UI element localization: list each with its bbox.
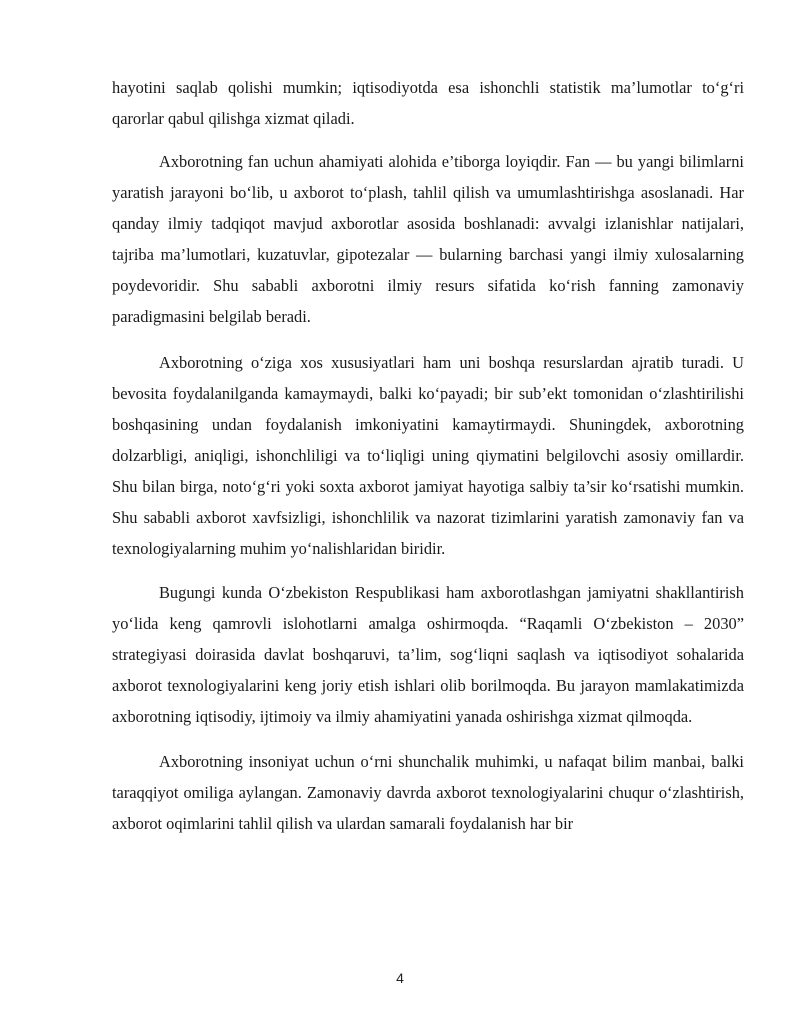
page-body [112,72,744,839]
paragraph-humanity-role: Axborotning insoniyat uchun o‘rni shunchalik muhimki, u nafaqat bilim manbai, balki taraqqiyot omiliga aylangan. Zamonaviy davrda axborot texnologiyalarini chuqur o‘zlashtirish, axborot oqimlarini tahlil qilish va ulardan samarali foydalanish har bir [112,752,744,833]
paragraph-science-importance: Axborotning fan uchun ahamiyati alohida e’tiborga loyiqdir. Fan — bu yangi bilimlarni yaratish jarayoni bo‘lib, u axborot to‘plash, tahlil qilish va umumlashtirishga asoslanadi. Har qanday ilmiy tadqiqot mavjud axborotlar asosida boshlanadi: avvalgi izlanishlar natijalari, tajriba ma’lumotlari, kuzatuvlar, gipotezalar — bularning barchasi yangi ilmiy xulosalarning poydevoridir. Shu sababli axborotni ilmiy resurs sifatida ko‘rish fanning zamonaviy paradigmasini belgilab beradi. [112,152,744,326]
paragraph-continuation: hayotini saqlab qolishi mumkin; iqtisodiyotda esa ishonchli statistik ma’lumotlar to‘g‘ri qarorlar qabul qilishga xizmat qiladi. [112,78,744,128]
paragraph-uzbekistan-reforms: Bugungi kunda O‘zbekiston Respublikasi ham axborotlashgan jamiyatni shakllantirish yo‘lida keng qamrovli islohotlarni amalga oshirmoqda. “Raqamli O‘zbekiston – 2030” strategiyasi doirasida davlat boshqaruvi, ta’lim, sog‘liqni saqlash va iqtisodiyot sohalarida axborot texnologiyalarini keng joriy etish ishlari olib borilmoqda. Bu jarayon mamlakatimizda axborotning iqtisodiy, ijtimoiy va ilmiy ahamiyatini yanada oshirishga xizmat qilmoqda. [112,583,744,726]
page-number: 4 [396,970,404,986]
paragraph-information-properties: Axborotning o‘ziga xos xususiyatlari ham uni boshqa resurslardan ajratib turadi. U bevosita foydalanilganda kamaymaydi, balki ko‘payadi; bir sub’ekt tomonidan o‘zlashtirilishi boshqasining undan foydalanish imkoniyatini kamaytirmaydi. Shuningdek, axborotning dolzarbligi, aniqligi, ishonchliligi va to‘liqligi uning qiymatini belgilovchi asosiy omillardir. Shu bilan birga, noto‘g‘ri yoki soxta axborot jamiyat hayotiga salbiy ta’sir ko‘rsatishi mumkin. Shu sababli axborot xavfsizligi, ishonchlilik va nazorat tizimlarini yaratish zamonaviy fan va texnologiyalarning muhim yo‘nalishlaridan biridir. [112,353,744,558]
